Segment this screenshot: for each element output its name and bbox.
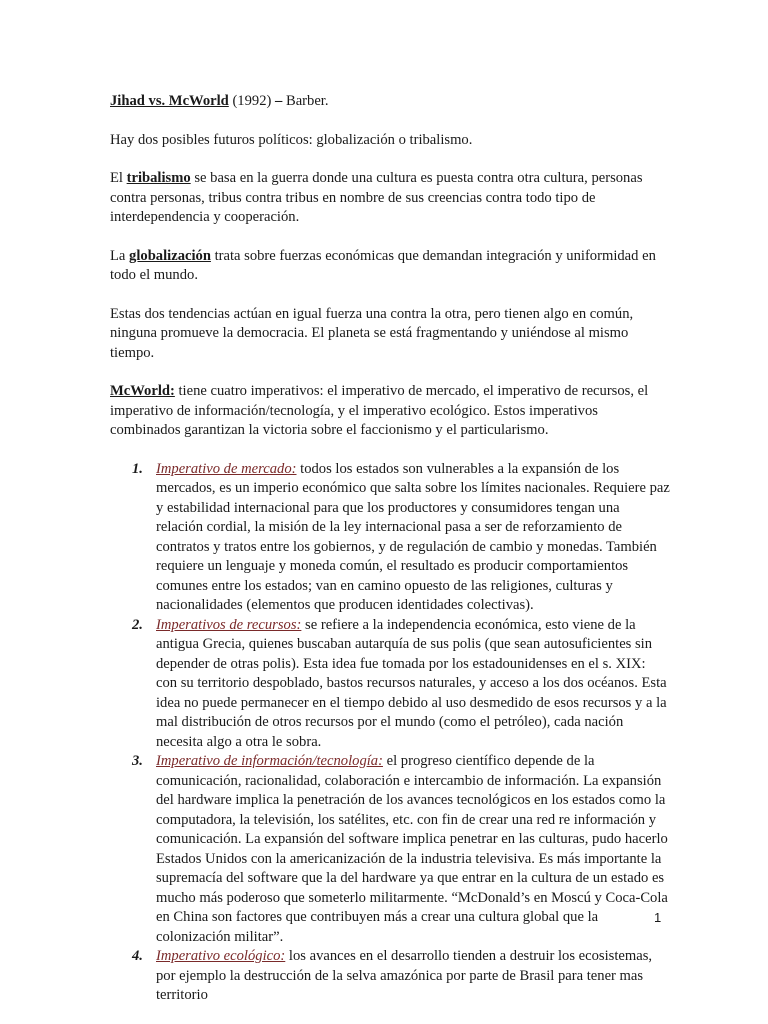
imperativos-list	[110, 460, 670, 1006]
item-heading: Imperativos de recursos:	[156, 616, 302, 633]
title-dash: –	[275, 93, 283, 109]
item-heading: Imperativo ecológico:	[156, 948, 286, 964]
tribalismo-pre: El	[110, 170, 127, 186]
item-heading: Imperativo de información/tecnología:	[156, 753, 383, 769]
globalizacion-pre: La	[110, 247, 130, 264]
list-item	[110, 752, 670, 947]
page-number: 1	[654, 910, 662, 925]
list-item	[110, 947, 670, 1006]
item-number: 3.	[132, 753, 143, 769]
item-number: 1.	[132, 460, 143, 477]
intro-paragraph: Hay dos posibles futuros políticos: globalización o tribalismo.	[110, 131, 473, 148]
mcworld-term: McWorld:	[110, 383, 175, 399]
tribalismo-term: tribalismo	[126, 170, 191, 186]
item-heading: Imperativo de mercado:	[156, 460, 297, 477]
mcworld-text: tiene cuatro imperativos: el imperativo de mercado, el imperativo de recursos, el imperativo de información/tecnología, y el imperativo ecológico. Estos imperativos combinados garantizan la victoria sobre el faccionismo y el particularismo.	[110, 383, 649, 438]
tendencias-paragraph: Estas dos tendencias actúan en igual fuerza una contra la otra, pero tienen algo en común, ninguna promueve la democracia. El planeta se está fragmentando y uniéndose al mismo tiempo.	[110, 305, 634, 361]
item-number: 2.	[132, 616, 143, 633]
document-title	[110, 92, 670, 112]
tribalismo-text: se basa en la guerra donde una cultura es puesta contra otra cultura, personas contra personas, tribus contra tribus en nombre de sus creencias contra todo tipo de interdependencia y cooperación.	[110, 170, 643, 225]
title-name: Jihad vs. McWorld	[110, 93, 229, 109]
globalizacion-paragraph	[110, 247, 670, 286]
list-item	[110, 460, 670, 616]
list-item	[110, 616, 670, 753]
title-year: (1992)	[228, 93, 276, 109]
item-text: todos los estados son vulnerables a la expansión de los mercados, es un imperio económico que salta sobre los límites nacionales. Requiere paz y estabilidad internacional para que los productores y consumidores tengan una relación cordial, la misión de la ley internacional pasa a ser de reforzamiento de contratos y tratos entre los gobiernos, y de regulación de cambio y monedas. También requiere un lenguaje y moneda común, el resultado es producir comportamientos comunes entre los estados; van en camino opuesto de las religiones, culturas y nacionalidades (elementos que producen identidades colectivas).	[156, 460, 670, 613]
title-author: Barber.	[282, 93, 329, 109]
item-text: se refiere a la independencia económica, esto viene de la antigua Grecia, quienes buscaban autarquía de sus polis (que sean autosuficientes sin depender de otras polis). Esta idea fue tomada por los estadounidenses en el s. XIX: con su territorio despoblado, bastos recursos naturales, y acceso a los dos océanos. Esta idea no puede permanecer en el tiempo debido al uso desmedido de esos recursos y a la mal distribución de otros recursos por el mundo (como el petróleo), cada nación necesita algo a otra le sobra.	[156, 616, 667, 750]
item-text: el progreso científico depende de la comunicación, racionalidad, colaboración e intercambio de información. La expansión del hardware implica la penetración de los avances tecnológicos en los estados como la computadora, la televisión, los satélites, etc. con fin de crear una red re información y comunicación. La expansión del software implica penetrar en las culturas, pudo hacerlo Estados Unidos con la americanización de la industria televisiva. Es más importante la supremacía del software que la del hardware ya que entrar en la cultura de un estado es mucho más poderoso que someterlo militarmente. “McDonald’s en Moscú y Coca-Cola en China son factores que contribuyen más a crear una cultura global que la colonización militar”.	[156, 753, 668, 945]
item-number: 4.	[132, 948, 143, 964]
globalizacion-term: globalización	[129, 247, 211, 264]
mcworld-paragraph	[110, 382, 670, 441]
document-body	[110, 92, 670, 1006]
globalizacion-text: trata sobre fuerzas económicas que demandan integración y uniformidad en todo el mundo.	[110, 247, 656, 283]
tribalismo-paragraph	[110, 169, 670, 228]
item-text: los avances en el desarrollo tienden a destruir los ecosistemas, por ejemplo la destrucción de la selva amazónica por parte de Brasil para tener mas territorio	[156, 948, 653, 1003]
